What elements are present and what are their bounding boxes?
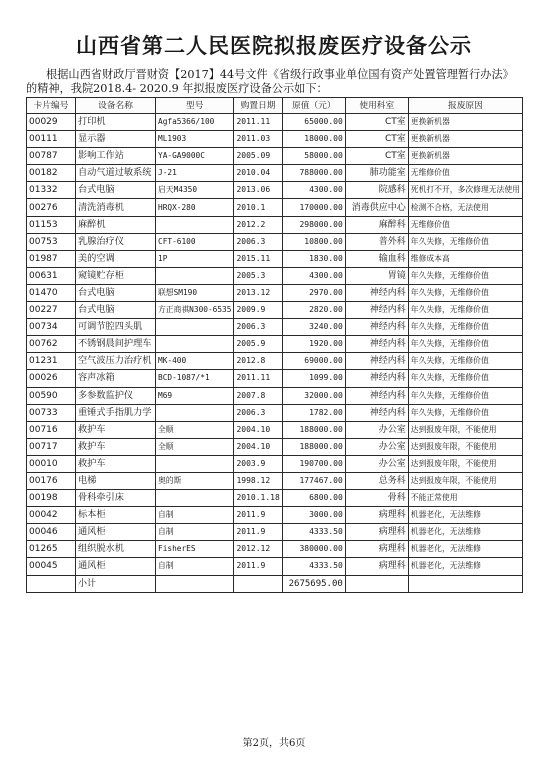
cell-model: J-21 (156, 165, 234, 182)
cell-model: 方正商祺N300-6535 (156, 302, 234, 319)
cell-card-id: 00045 (27, 558, 76, 575)
cell-original-value: 190700.00 (282, 455, 345, 472)
table-row (27, 284, 523, 301)
cell-model: M69 (156, 387, 234, 404)
cell-department: 神经内科 (345, 404, 408, 421)
cell-department: 办公室 (345, 455, 408, 472)
table-row (27, 114, 523, 131)
cell-card-id: 00042 (27, 507, 76, 524)
cell-model: ML1903 (156, 131, 234, 148)
cell-card-id: 01332 (27, 182, 76, 199)
cell-original-value: 4300.00 (282, 267, 345, 284)
cell-device-name: 多参数监护仪 (76, 387, 156, 404)
cell-original-value: 188000.00 (282, 421, 345, 438)
table-row (27, 319, 523, 336)
cell-purchase-date: 2003.9 (234, 455, 282, 472)
cell-reason: 更换新机器 (408, 131, 522, 148)
cell-reason: 更换新机器 (408, 114, 522, 131)
cell-device-name: 显示器 (76, 131, 156, 148)
cell-purchase-date: 1998.12 (234, 472, 282, 489)
cell-device-name: 麻醉机 (76, 216, 156, 233)
cell-original-value: 1830.00 (282, 250, 345, 267)
cell-department: CT室 (345, 131, 408, 148)
cell-card-id: 00176 (27, 472, 76, 489)
cell-department: 院感科 (345, 182, 408, 199)
cell-device-name: 骨科牵引床 (76, 490, 156, 507)
cell-device-name: 台式电脑 (76, 284, 156, 301)
cell-card-id: 00590 (27, 387, 76, 404)
cell-reason: 达到报废年限，不能使用 (408, 472, 522, 489)
cell-device-name: 重锤式手指肌力学 (76, 404, 156, 421)
cell-model (156, 216, 234, 233)
cell-model: 自制 (156, 558, 234, 575)
table-row (27, 421, 523, 438)
cell-purchase-date: 2006.3 (234, 233, 282, 250)
cell-purchase-date: 2005.9 (234, 336, 282, 353)
cell-model: 启天M4350 (156, 182, 234, 199)
cell-original-value: 2970.00 (282, 284, 345, 301)
cell-device-name: 台式电脑 (76, 302, 156, 319)
cell-department: 病理科 (345, 524, 408, 541)
cell-model (156, 336, 234, 353)
cell-device-name: 自动气道过敏系统 (76, 165, 156, 182)
cell-reason: 年久失修，无维修价值 (408, 370, 522, 387)
table-row (27, 370, 523, 387)
cell-reason: 年久失修，无维修价值 (408, 404, 522, 421)
subtotal-empty-cell (156, 575, 234, 592)
cell-reason: 年久失修，无维修价值 (408, 302, 522, 319)
cell-model: Agfa5366/100 (156, 114, 234, 131)
cell-original-value: 1782.00 (282, 404, 345, 421)
cell-card-id: 00046 (27, 524, 76, 541)
subtotal-row (27, 575, 523, 592)
cell-card-id: 01231 (27, 353, 76, 370)
table-row (27, 302, 523, 319)
table-row (27, 507, 523, 524)
cell-purchase-date: 2011.9 (234, 558, 282, 575)
cell-department: 办公室 (345, 421, 408, 438)
cell-original-value: 32000.00 (282, 387, 345, 404)
cell-original-value: 380000.00 (282, 541, 345, 558)
table-body (27, 114, 523, 576)
table-row (27, 438, 523, 455)
cell-card-id: 01987 (27, 250, 76, 267)
cell-reason: 年久失修，无维修价值 (408, 353, 522, 370)
cell-device-name: 乳腺治疗仪 (76, 233, 156, 250)
cell-purchase-date: 2007.8 (234, 387, 282, 404)
cell-department: 神经内科 (345, 284, 408, 301)
cell-device-name: 电梯 (76, 472, 156, 489)
cell-model: HRQX-280 (156, 199, 234, 216)
table-row (27, 404, 523, 421)
header-card-id: 卡片编号 (27, 98, 76, 114)
header-device-name: 设备名称 (76, 98, 156, 114)
cell-department: 神经内科 (345, 353, 408, 370)
cell-original-value: 170000.00 (282, 199, 345, 216)
cell-department: 神经内科 (345, 387, 408, 404)
table-row (27, 199, 523, 216)
cell-card-id: 00787 (27, 148, 76, 165)
cell-reason: 机器老化，无法维修 (408, 507, 522, 524)
cell-card-id: 00010 (27, 455, 76, 472)
cell-reason: 无维修价值 (408, 165, 522, 182)
cell-department: CT室 (345, 148, 408, 165)
cell-department: 神经内科 (345, 302, 408, 319)
cell-department: 肺功能室 (345, 165, 408, 182)
cell-model: 1P (156, 250, 234, 267)
cell-reason: 机器老化，无法维修 (408, 524, 522, 541)
table-row (27, 267, 523, 284)
cell-card-id: 00631 (27, 267, 76, 284)
table-row (27, 250, 523, 267)
cell-purchase-date: 2010.1.18 (234, 490, 282, 507)
table-header-row (27, 98, 523, 114)
cell-model: 自制 (156, 524, 234, 541)
cell-original-value: 4333.50 (282, 524, 345, 541)
cell-original-value: 69000.00 (282, 353, 345, 370)
cell-reason: 机器老化，无法维修 (408, 558, 522, 575)
cell-device-name: 影响工作站 (76, 148, 156, 165)
cell-department: 办公室 (345, 438, 408, 455)
cell-device-name: 救护车 (76, 438, 156, 455)
cell-department: 神经内科 (345, 370, 408, 387)
cell-original-value: 177467.00 (282, 472, 345, 489)
cell-device-name: 美的空调 (76, 250, 156, 267)
header-original-value: 原值（元） (282, 98, 345, 114)
cell-original-value: 6800.00 (282, 490, 345, 507)
table-row (27, 524, 523, 541)
subtotal-empty-cell (345, 575, 408, 592)
cell-device-name: 容声冰箱 (76, 370, 156, 387)
table-row (27, 558, 523, 575)
cell-card-id: 01470 (27, 284, 76, 301)
cell-department: 病理科 (345, 541, 408, 558)
cell-department: 病理科 (345, 507, 408, 524)
cell-original-value: 58000.00 (282, 148, 345, 165)
cell-original-value: 10800.00 (282, 233, 345, 250)
cell-model (156, 455, 234, 472)
cell-department: 总务科 (345, 472, 408, 489)
table-row (27, 490, 523, 507)
cell-department: 消毒供应中心 (345, 199, 408, 216)
cell-reason: 达到报废年限，不能使用 (408, 455, 522, 472)
cell-purchase-date: 2006.3 (234, 404, 282, 421)
cell-card-id: 00762 (27, 336, 76, 353)
cell-purchase-date: 2011.9 (234, 524, 282, 541)
header-purchase-date: 购置日期 (234, 98, 282, 114)
cell-original-value: 2820.00 (282, 302, 345, 319)
cell-original-value: 3000.00 (282, 507, 345, 524)
cell-model: 联想SM190 (156, 284, 234, 301)
subtotal-empty-cell (27, 575, 76, 592)
cell-purchase-date: 2005.09 (234, 148, 282, 165)
cell-card-id: 00716 (27, 421, 76, 438)
table-row (27, 455, 523, 472)
cell-device-name: 通风柜 (76, 524, 156, 541)
cell-original-value: 4333.50 (282, 558, 345, 575)
cell-device-name: 组织脱水机 (76, 541, 156, 558)
cell-device-name: 打印机 (76, 114, 156, 131)
cell-reason: 死机打不开，多次修理无法使用 (408, 182, 522, 199)
cell-purchase-date: 2012.8 (234, 353, 282, 370)
cell-purchase-date: 2010.1 (234, 199, 282, 216)
cell-card-id: 00029 (27, 114, 76, 131)
table-row (27, 148, 523, 165)
cell-card-id: 00198 (27, 490, 76, 507)
cell-purchase-date: 2006.3 (234, 319, 282, 336)
cell-card-id: 00717 (27, 438, 76, 455)
cell-model: 自制 (156, 507, 234, 524)
cell-model (156, 490, 234, 507)
cell-reason: 达到报废年限，不能使用 (408, 438, 522, 455)
cell-department: 胃镜 (345, 267, 408, 284)
cell-reason: 检测不合格，无法使用 (408, 199, 522, 216)
cell-department: 骨科 (345, 490, 408, 507)
cell-purchase-date: 2009.9 (234, 302, 282, 319)
header-department: 使用科室 (345, 98, 408, 114)
subtotal-label: 小计 (76, 575, 156, 592)
cell-device-name: 通风柜 (76, 558, 156, 575)
cell-purchase-date: 2010.04 (234, 165, 282, 182)
cell-model: CFT-6100 (156, 233, 234, 250)
page-number: 第2页，共6页 (242, 738, 306, 749)
cell-card-id: 00753 (27, 233, 76, 250)
cell-card-id: 00182 (27, 165, 76, 182)
cell-card-id: 00276 (27, 199, 76, 216)
cell-reason: 年久失修，无维修价值 (408, 336, 522, 353)
cell-purchase-date: 2011.11 (234, 370, 282, 387)
table-row (27, 233, 523, 250)
cell-original-value: 298000.00 (282, 216, 345, 233)
cell-model: MK-400 (156, 353, 234, 370)
table-row (27, 353, 523, 370)
cell-original-value: 788000.00 (282, 165, 345, 182)
cell-purchase-date: 2005.3 (234, 267, 282, 284)
cell-original-value: 4300.00 (282, 182, 345, 199)
cell-reason: 年久失修，无维修价值 (408, 387, 522, 404)
cell-model (156, 267, 234, 284)
cell-model: YA-GA9000C (156, 148, 234, 165)
cell-device-name: 清洗消毒机 (76, 199, 156, 216)
cell-department: 病理科 (345, 558, 408, 575)
table-row (27, 387, 523, 404)
cell-device-name: 可调节腔四头肌 (76, 319, 156, 336)
cell-original-value: 18000.00 (282, 131, 345, 148)
cell-device-name: 不锈钢晨间护理车 (76, 336, 156, 353)
cell-card-id: 00227 (27, 302, 76, 319)
subtotal-empty-cell (408, 575, 522, 592)
header-model: 型号 (156, 98, 234, 114)
cell-department: 普外科 (345, 233, 408, 250)
intro-paragraph: 根据山西省财政厅晋财资【2017】44号文件《省级行政事业单位国有资产处置管理暂行办法》的精神，我院2018.4- 2020.9 年拟报废医疗设备公示如下： (26, 68, 514, 95)
table-row (27, 541, 523, 558)
cell-department: 神经内科 (345, 319, 408, 336)
subtotal-value: 2675695.00 (282, 575, 345, 592)
header-reason: 报废原因 (408, 98, 522, 114)
cell-purchase-date: 2012.12 (234, 541, 282, 558)
cell-purchase-date: 2015.11 (234, 250, 282, 267)
cell-purchase-date: 2013.12 (234, 284, 282, 301)
table-row (27, 165, 523, 182)
cell-purchase-date: 2011.9 (234, 507, 282, 524)
cell-reason: 不能正常使用 (408, 490, 522, 507)
cell-reason: 维修成本高 (408, 250, 522, 267)
cell-purchase-date: 2013.06 (234, 182, 282, 199)
cell-card-id: 00734 (27, 319, 76, 336)
cell-original-value: 65000.00 (282, 114, 345, 131)
document-title: 山西省第二人民医院拟报废医疗设备公示 (76, 34, 472, 58)
cell-department: 麻醉科 (345, 216, 408, 233)
cell-card-id: 00733 (27, 404, 76, 421)
cell-reason: 更换新机器 (408, 148, 522, 165)
cell-reason: 年久失修，无维修价值 (408, 233, 522, 250)
cell-model: FisherES (156, 541, 234, 558)
cell-purchase-date: 2011.03 (234, 131, 282, 148)
table-row (27, 131, 523, 148)
asset-table (26, 97, 523, 593)
cell-purchase-date: 2004.10 (234, 438, 282, 455)
subtotal-empty-cell (234, 575, 282, 592)
cell-purchase-date: 2011.11 (234, 114, 282, 131)
cell-model: 全顺 (156, 438, 234, 455)
cell-device-name: 空气波压力治疗机 (76, 353, 156, 370)
cell-model: BCD-1087/*1 (156, 370, 234, 387)
cell-original-value: 3240.00 (282, 319, 345, 336)
cell-model (156, 404, 234, 421)
cell-original-value: 188000.00 (282, 438, 345, 455)
cell-model: 全顺 (156, 421, 234, 438)
cell-reason: 机器老化，无法维修 (408, 541, 522, 558)
cell-reason: 年久失修，无维修价值 (408, 267, 522, 284)
cell-reason: 年久失修，无维修价值 (408, 284, 522, 301)
cell-device-name: 救护车 (76, 421, 156, 438)
cell-original-value: 1920.00 (282, 336, 345, 353)
cell-reason: 无维修价值 (408, 216, 522, 233)
cell-department: 神经内科 (345, 336, 408, 353)
cell-device-name: 窥镜贮存柜 (76, 267, 156, 284)
cell-card-id: 00026 (27, 370, 76, 387)
table-row (27, 182, 523, 199)
table-row (27, 336, 523, 353)
cell-device-name: 救护车 (76, 455, 156, 472)
cell-model: 奥的斯 (156, 472, 234, 489)
cell-device-name: 台式电脑 (76, 182, 156, 199)
table-row (27, 216, 523, 233)
cell-device-name: 标本柜 (76, 507, 156, 524)
cell-card-id: 01265 (27, 541, 76, 558)
table-row (27, 472, 523, 489)
cell-purchase-date: 2004.10 (234, 421, 282, 438)
cell-model (156, 319, 234, 336)
cell-card-id: 00111 (27, 131, 76, 148)
cell-purchase-date: 2012.2 (234, 216, 282, 233)
cell-department: 输血科 (345, 250, 408, 267)
cell-card-id: 01153 (27, 216, 76, 233)
cell-department: CT室 (345, 114, 408, 131)
cell-original-value: 1099.00 (282, 370, 345, 387)
cell-reason: 年久失修，无维修价值 (408, 319, 522, 336)
cell-reason: 达到报废年限，不能使用 (408, 421, 522, 438)
